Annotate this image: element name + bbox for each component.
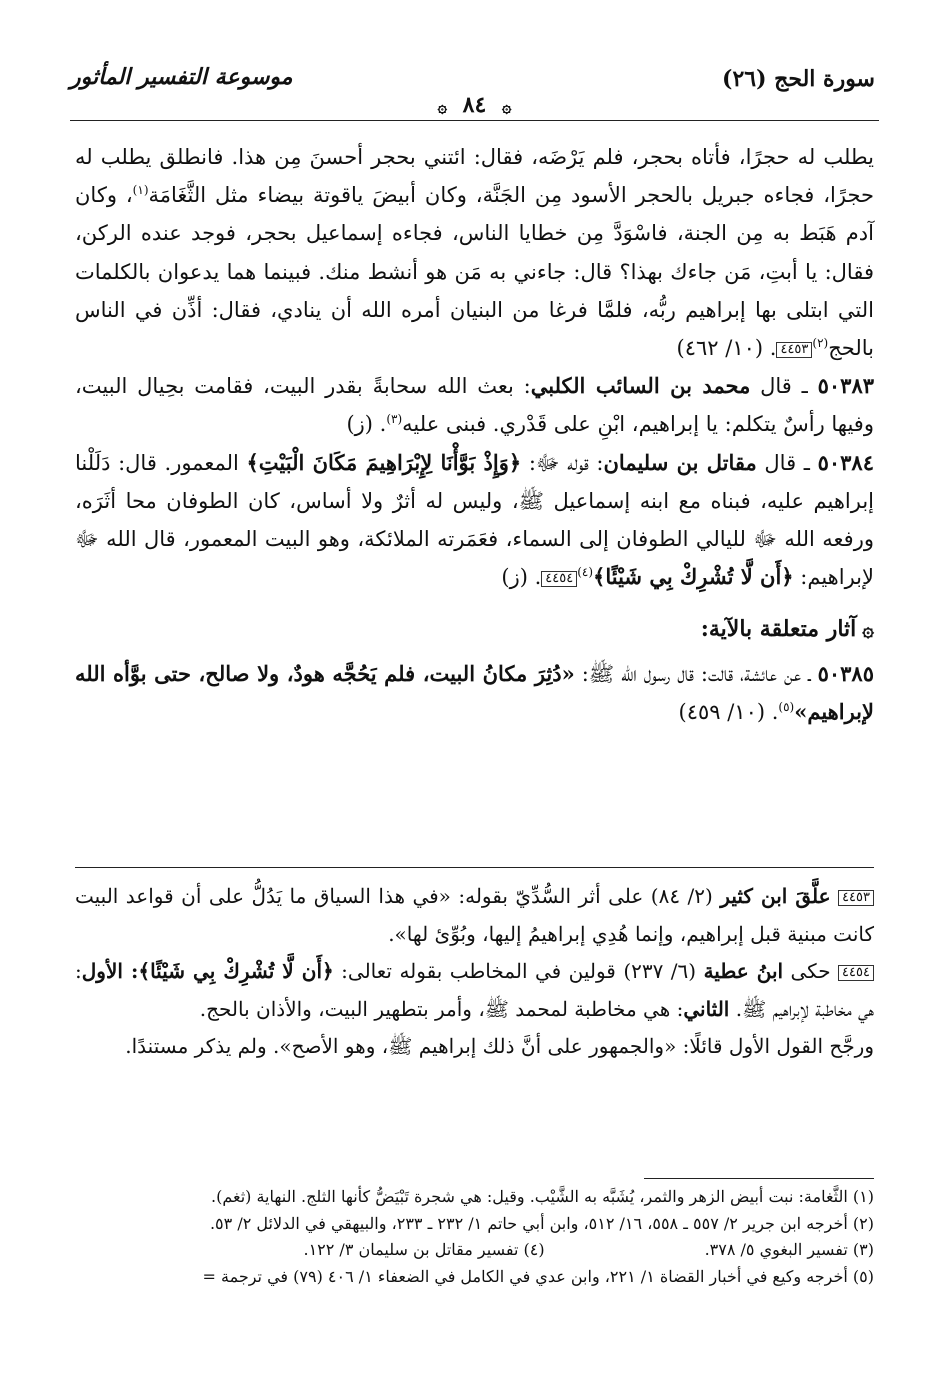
entry-text: ـ عن عائشة، قالت: قال رسول الله ﷺ: [574, 661, 818, 686]
note-4454 [75, 953, 874, 1028]
entry-intro: ـ قال [750, 374, 818, 399]
note-text: : هي مخاطبة لمحمد ﷺ، وأمر بتطهير البيت، والأذان بالحج. [199, 996, 684, 1021]
footnote-4: (٤) تفسير مقاتل بن سليمان ٣/ ١٢٢. [303, 1240, 545, 1259]
footnote-ref[interactable]: (٤) [577, 565, 594, 580]
entry-50383 [75, 367, 874, 443]
ornament-icon: ۞ [862, 617, 874, 642]
footnote-2: (٢) أخرجه ابن جرير ٢/ ٥٥٧ ـ ٥٥٨، ١٦/ ٥١٢، وابن أبي حاتم ١/ ٢٣٢ ـ ٢٣٣، والبيهقي في الدلائل ٢/ ٥٣. [209, 1213, 874, 1233]
paragraph-text: ، وكان آدم هَبَط به مِن الجنة، فاسْوَدَّ مِن خطايا الناس، فجاءه إسماعيل بحجر، فوجد عنده الركن، فقال: يا أبتِ، مَن جاءك بهذا؟ قال: جاءني به مَن هو أنشط منك. فبينما هما يدعوان بالكلمات التي ابتلى بها إبراهيم ربُّه، فلمَّا فرغا من البنيان أمره الله أن ينادي، فقال: أذِّن في الناس بالحج [75, 183, 874, 361]
entry-text: : قوله ﷻ: [521, 450, 604, 475]
paragraph-continuation [75, 138, 874, 367]
footnote-ref[interactable]: (٢) [812, 336, 829, 351]
note-ref-box[interactable]: ٤٤٥٣ [776, 342, 812, 358]
section-title: آثار متعلقة بالآية: [700, 616, 857, 643]
footnote-ref[interactable]: (٥) [778, 699, 795, 714]
hadith-quote: «دُثِرَ مكانُ البيت، فلم يَحُجَّه هودٌ، ولا صالح، حتى بوَّأه الله لإبراهيم» [75, 660, 874, 724]
footnote-row [75, 1237, 874, 1264]
entry-text: المعمور. قال: دَلَلْنا إبراهيم عليه، فبناه مع ابنه إسماعيل ﷺ، وليس له أثرٌ ولا أساس، كان الطوفان محا أثَرَه، ورفعه الله ﷻ لليالي الطوفان إلى السماء، فعَمَرته الملائكة، وهو البيت المعمور، قال الله ﷻ لإبراهيم: [75, 450, 874, 590]
quran-verse: ﴿أَن لَّا تُشْرِكْ بِي شَيْئًا﴾ [593, 564, 794, 590]
main-text [75, 138, 874, 731]
narrator-name: مقاتل بن سليمان [603, 449, 757, 475]
quran-verse: ﴿أَن لَّا تُشْرِكْ بِي شَيْئًا﴾ [138, 959, 334, 983]
entry-50385 [75, 655, 874, 731]
ornament-icon: ۞ [501, 97, 512, 116]
footnote-5: (٥) أخرجه وكيع في أخبار القضاة ١/ ٢٢١، وابن عدي في الكامل في الضعفاء ١/ ٤٠٦ (٧٩) في ترجمة = [202, 1266, 874, 1286]
entry-number: ٥٠٣٨٤ [817, 449, 874, 475]
page-number: ٨٤ [462, 92, 487, 118]
entry-50384 [75, 444, 874, 597]
entry-number: ٥٠٣٨٣ [817, 373, 875, 399]
notes-rule [75, 867, 874, 868]
footnote-ref[interactable]: (١) [132, 183, 149, 198]
header-rule [70, 120, 879, 121]
note-author: علَّقَ ابن كثير [720, 884, 831, 908]
header-book-title: موسوعة التفسير المأثور [70, 64, 293, 90]
note-text: حكى [783, 959, 839, 983]
page-number-line [0, 92, 949, 118]
note-text: (٦/ ٢٣٧) قولين في المخاطب بقوله تعالى: [333, 959, 704, 983]
note-text: (٢/ ٨٤) على أثر السُّدِّيّ بقوله: «في هذا السياق ما يَدُلُّ على أن قواعد البيت كانت مبنية قبل إبراهيم، وإنما هُدِي إبراهيمُ إليها، وبُوِّئ لها». [75, 884, 874, 946]
opinion-label: : الأول [81, 959, 139, 983]
footnote-3: (٣) تفسير البغوي ٥/ ٣٧٨. [704, 1240, 874, 1259]
note-text: : هي مخاطبة لإبراهيم ﷺ. [75, 959, 874, 1021]
entry-text: : بعث الله سحابةً بقدر البيت، فقامت بحِيال البيت، وفيها رأسٌ يتكلم: يا إبراهيم، ابْنِ على قَدْري. فبنى عليه [75, 374, 874, 437]
commentary-notes [75, 878, 874, 1066]
footnote-ref[interactable]: (٣) [386, 412, 403, 427]
volume-ref: . (ز) [501, 565, 542, 590]
footnote-rule [644, 1178, 874, 1179]
note-ref-box[interactable]: ٤٤٥٤ [541, 571, 577, 587]
opinion-label: الثاني [683, 996, 730, 1021]
volume-ref: . (١٠/ ٤٥٩) [678, 699, 779, 724]
note-conclusion: ورجَّح القول الأول قائلًا: «والجمهور على أنَّ ذلك إبراهيم ﷺ، وهو الأصح». ولم يذكر مستندًا. [125, 1034, 874, 1058]
footnotes [75, 1184, 874, 1290]
note-box: ٤٤٥٤ [838, 965, 874, 981]
note-4453 [75, 878, 874, 953]
entry-intro: ـ قال [756, 450, 818, 475]
paragraph-text: يطلب له حجرًا، فأتاه بحجر، فلم يَرْضَه، فقال: ائتني بحجر أحسنَ مِن هذا. فانطلق يطلب له حجرًا، فجاءه جبريل بالحجر الأسود مِن الجَنَّة، وكان أبيضَ ياقوتة بيضاء مثل الثَّغَامَة [75, 145, 874, 208]
note-author: ابنُ عطية [703, 959, 784, 983]
header-surah: سورة الحج (٢٦) [722, 66, 875, 92]
quran-verse: ﴿وَإِذْ بَوَّأْنَا لِإِبْرَاهِيمَ مَكَانَ الْبَيْتِ﴾ [246, 449, 522, 475]
note-box: ٤٤٥٣ [838, 890, 874, 906]
entry-number: ٥٠٣٨٥ [817, 660, 874, 686]
volume-ref: . (١٠/ ٤٦٢) [676, 336, 777, 361]
section-heading [75, 610, 874, 648]
volume-ref: . (ز) [346, 412, 387, 437]
ornament-icon: ۞ [437, 97, 447, 116]
narrator-name: محمد بن السائب الكلبي [530, 373, 751, 399]
footnote-1: (١) الثَّغامة: نبت أبيض الزهر والثمر، يُشَبَّه به الشَّيْب. وقيل: هي شجرة تَبْيَضُّ كأنها الثلج. النهاية (ثغم). [211, 1187, 874, 1206]
